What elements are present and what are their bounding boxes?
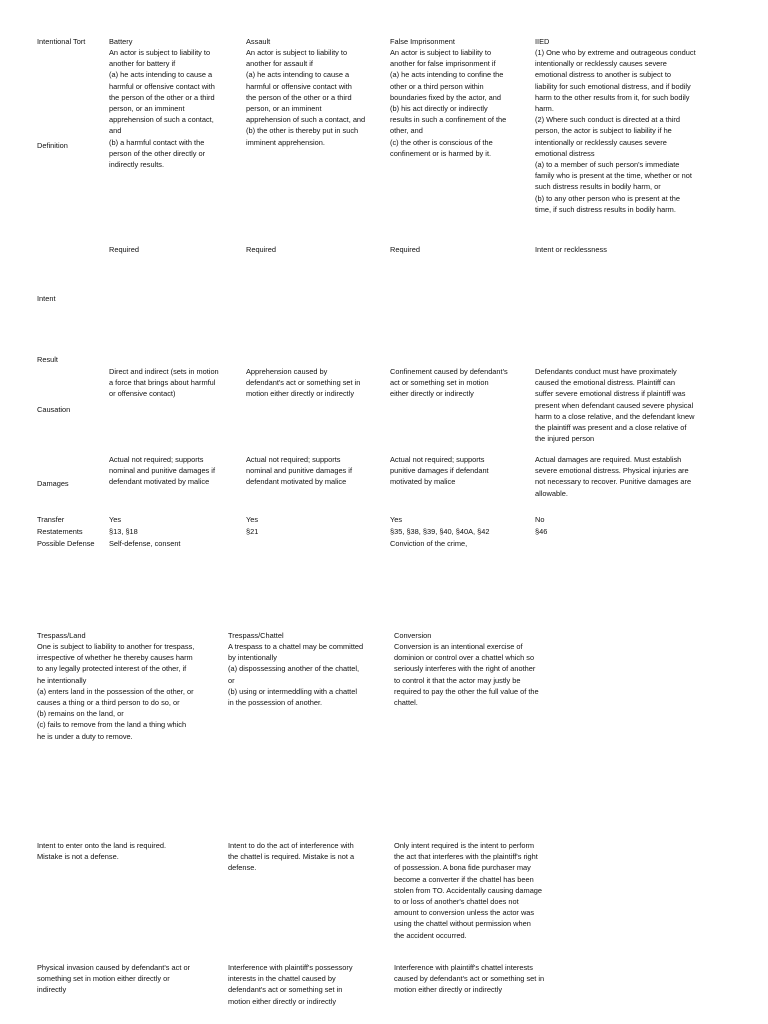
restatements-false-imprisonment: §35, §38, §39, §40, §40A, §42 (390, 527, 490, 536)
causation-assault: Apprehension caused by defendant's act or something set in motion either directly or indirectly (246, 367, 361, 399)
definition-assault: An actor is subject to liability to another for assault if (a) he acts intending to cause a harmful or offensive contact with the person of the other or a third person, or an imminent apprehension of such a contact, and (b) the other is thereby put in such imminent apprehension. (246, 48, 366, 147)
causation-trespass-land: Physical invasion caused by defendant's act or something set in motion either directly or indirectly (37, 963, 191, 995)
column-header-conversion: Conversion (394, 631, 432, 640)
transfer-battery: Yes (109, 515, 122, 524)
restatements-iied: §46 (535, 527, 548, 536)
intent-trespass-land: Intent to enter onto the land is required. Mistake is not a defense. (37, 841, 167, 862)
corner-header: Intentional Tort (37, 37, 86, 46)
definition-battery: An actor is subject to liability to another for battery if (a) he acts intending to cause a harmful or offensive contact with the person of the other or a third person, or an imminent apprehension of such a contact, and (b) a harmful contact with the person of the other directly or indirectly results. (109, 48, 215, 170)
row-label-intent: Intent (37, 294, 56, 303)
column-header-battery: Battery (109, 37, 133, 46)
damages-assault: Actual not required; supports nominal and punitive damages if defendant motivated by malice (246, 455, 352, 487)
intent-conversion: Only intent required is the intent to perform the act that interferes with the plaintiff's right of possession. A bona fide purchaser may become a converter if the chattel has been stolen from TO. Accidentally causing damage to or loss of another's chattel does not amount to conversion unless the actor was using the chattel without permission when the accident occurred. (394, 841, 543, 940)
row-label-restatements: Restatements (37, 527, 83, 536)
column-header-trespass-chattel: Trespass/Chattel (228, 631, 284, 640)
transfer-false-imprisonment: Yes (390, 515, 403, 524)
causation-iied: Defendants conduct must have proximately caused the emotional distress. Plaintiff can suffer severe emotional distress if plaintiff was present when defendant caused severe physical harm to a close relative, and the defendant knew the plaintiff was present and a close relative of the injured person (535, 367, 695, 444)
definition-trespass-chattel: A trespass to a chattel may be committed by intentionally (a) dispossessing another of the chattel, or (b) using or intermeddling with a chattel in the possession of another. (228, 642, 364, 708)
row-label-damages: Damages (37, 479, 69, 488)
row-label-result: Result (37, 355, 58, 364)
restatements-battery: §13, §18 (109, 527, 138, 536)
damages-battery: Actual not required; supports nominal and punitive damages if defendant motivated by malice (109, 455, 215, 487)
intent-false-imprisonment: Required (390, 245, 420, 254)
intent-iied: Intent or recklessness (535, 245, 607, 254)
definition-false-imprisonment: An actor is subject to liability to another for false imprisonment if (a) he acts intending to confine the other or a third person within boundaries fixed by the actor, and (b) his act directly or indirectly results in such a confinement of the other, and (c) the other is conscious of the confinement or is harmed by it. (390, 48, 507, 158)
restatements-assault: §21 (246, 527, 259, 536)
row-label-causation: Causation (37, 405, 71, 414)
causation-trespass-chattel: Interference with plaintiff's possessory interests in the chattel caused by defendant's act or something set in motion either directly or indirectly (228, 963, 353, 1006)
causation-conversion: Interference with plaintiff's chattel interests caused by defendant's act or something set in motion either directly or indirectly (394, 963, 545, 995)
intent-assault: Required (246, 245, 276, 254)
column-header-trespass-land: Trespass/Land (37, 631, 86, 640)
column-header-assault: Assault (246, 37, 271, 46)
defense-false-imprisonment: Conviction of the crime, (390, 539, 468, 548)
column-header-false-imprisonment: False Imprisonment (390, 37, 455, 46)
causation-false-imprisonment: Confinement caused by defendant's act or something set in motion either directly or indirectly (390, 367, 508, 399)
defense-battery: Self-defense, consent (109, 539, 181, 548)
damages-false-imprisonment: Actual not required; supports punitive damages if defendant motivated by malice (390, 455, 489, 487)
intent-trespass-chattel: Intent to do the act of interference with the chattel is required. Mistake is not a defense. (228, 841, 355, 873)
definition-trespass-land: One is subject to liability to another for trespass, irrespective of whether he thereby causes harm to any legally protected interest of the other, if he intentionally (a) enters land in the possession of the other, or causes a thing or a third person to do so, or (b) remains on the land, or (c) fails to remove from the land a thing which he is under a duty to remove. (37, 642, 195, 741)
damages-iied: Actual damages are required. Must establish severe emotional distress. Physical injuries are not necessary to recover. Punitive damages are allowable. (535, 455, 692, 498)
definition-conversion: Conversion is an intentional exercise of dominion or control over a chattel which so seriously interferes with the right of another to control it that the actor may justly be required to pay the other the full value of the chattel. (394, 642, 539, 708)
row-label-transfer: Transfer (37, 515, 65, 524)
intent-battery: Required (109, 245, 139, 254)
row-label-definition: Definition (37, 141, 68, 150)
transfer-iied: No (535, 515, 545, 524)
column-header-iied: IIED (535, 37, 550, 46)
row-label-possible-defense: Possible Defense (37, 539, 95, 548)
definition-iied: (1) One who by extreme and outrageous conduct intentionally or recklessly causes severe emotional distress to another is subject to liability for such emotional distress, and if bodily harm to the other results from it, for such bodily harm. (2) Where such conduct is directed at a third person, the actor is subject to liability if he intentionally or recklessly causes severe emotional distress (a) to a member of such person's immediate family who is present at the time, whether or not such distress results in bodily harm, or (b) to any other person who is present at the time, if such distress results in bodily harm. (535, 48, 696, 214)
transfer-assault: Yes (246, 515, 259, 524)
causation-battery: Direct and indirect (sets in motion a force that brings about harmful or offensive contact) (109, 367, 219, 399)
